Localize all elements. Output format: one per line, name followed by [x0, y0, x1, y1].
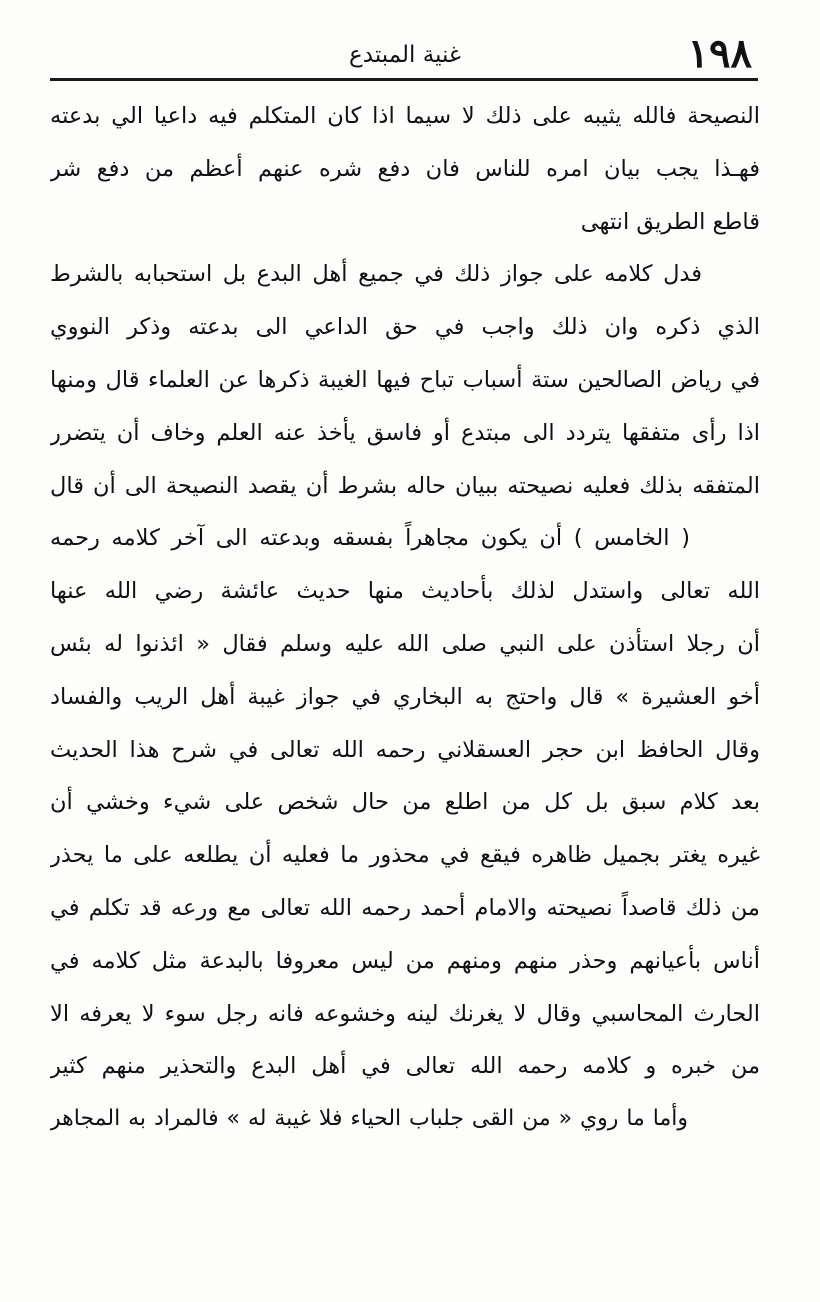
text-line: بعد كلام سبق بل كل من اطلع من حال شخص على شيء وخشي أن	[50, 789, 760, 816]
text-line: غيره يغتر بجميل ظاهره فيقع في محذور ما فعليه أن يطلعه على ما يحذر	[50, 842, 760, 869]
text-line: المتفقه بذلك فعليه نصيحته ببيان حاله بشرط أن يقصد النصيحة الى أن قال	[50, 472, 760, 499]
text-line: فدل كلامه على جواز ذلك في جميع أهل البدع بل استحبابه بالشرط	[50, 261, 702, 288]
text-line: في رياض الصالحين ستة أسباب تباح فيها الغيبة ذكرها عن العلماء قال ومنها	[50, 366, 760, 393]
text-line: الذي ذكره وان ذلك واجب في حق الداعي الى بدعته وذكر النووي	[50, 314, 760, 341]
text-line: أن رجلا استأذن على النبي صلى الله عليه وسلم فقال « ائذنوا له بئس	[50, 630, 760, 657]
text-line: الحارث المحاسبي وقال لا يغرنك لينه وخشوعه فانه رجل سوء لا يعرفه الا	[50, 1000, 760, 1027]
running-title: غنية المبتدع	[349, 42, 461, 68]
page-number: ١٩٨	[687, 30, 752, 77]
page-header	[52, 28, 758, 84]
text-line: من خبره و كلامه رحمه الله تعالى في أهل البدع والتحذير منهم كثير	[50, 1053, 760, 1080]
text-line: من ذلك قاصداً نصيحته والامام أحمد رحمه الله تعالى مع ورعه قد تكلم في	[50, 894, 760, 921]
text-line: وأما ما روي « من القى جلباب الحياء فلا غيبة له » فالمراد به المجاهر	[50, 1106, 688, 1132]
text-line: فهـذا يجب بيان امره للناس فان دفع شره عنهم أعظم من دفع شر	[50, 155, 760, 182]
text-line: أناس بأعيانهم وحذر منهم ومنهم من ليس معروفا بالبدعة مثل كلامه في	[50, 947, 760, 974]
text-line: ( الخامس ) أن يكون مجاهراً بفسقه وبدعته الى آخر كلامه رحمه	[50, 525, 690, 552]
text-line: وقال الحافظ ابن حجر العسقلاني رحمه الله تعالى في شرح هذا الحديث	[50, 736, 760, 763]
header-rule	[50, 78, 758, 81]
text-line: النصيحة فالله يثيبه على ذلك لا سيما اذا كان المتكلم فيه داعيا الي بدعته	[50, 103, 760, 129]
text-line: قاطع الطريق انتهى	[580, 208, 760, 235]
text-line: أخو العشيرة » قال واحتج به البخاري في جواز غيبة أهل الريب والفساد	[50, 683, 760, 710]
body-text	[50, 90, 760, 1146]
text-line: اذا رأى متفقها يتردد الى مبتدع أو فاسق يأخذ عنه العلم وخاف أن يتضرر	[50, 419, 760, 446]
text-line: الله تعالى واستدل لذلك بأحاديث منها حديث عائشة رضي الله عنها	[50, 578, 760, 605]
